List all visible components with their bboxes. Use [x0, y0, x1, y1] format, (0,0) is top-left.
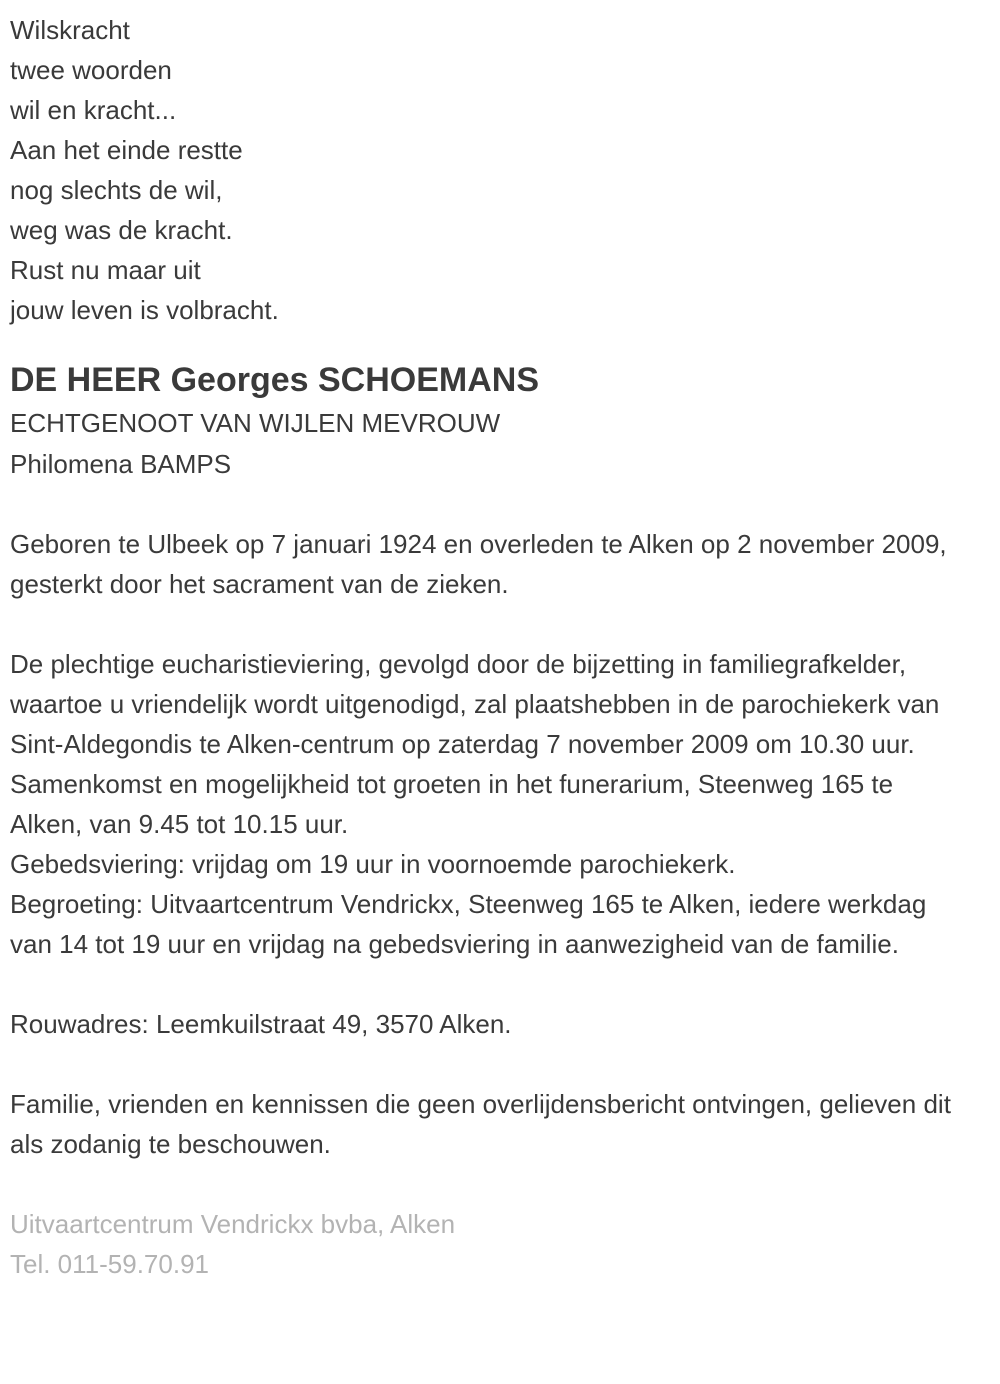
spacer	[10, 1044, 970, 1084]
funeral-home-name: Uitvaartcentrum Vendrickx bvba, Alken	[10, 1209, 456, 1239]
ceremony-details	[10, 644, 970, 964]
poem	[10, 10, 970, 330]
deceased-subtitle: ECHTGENOOT VAN WIJLEN MEVROUW	[10, 408, 501, 438]
poem-line: twee woorden	[10, 55, 172, 85]
prayer-service-paragraph: Gebedsviering: vrijdag om 19 uur in voornoemde parochiekerk.	[10, 849, 736, 879]
birth-death-paragraph: Geboren te Ulbeek op 7 januari 1924 en overleden te Alken op 2 november 2009, gesterkt door het sacrament van de zieken.	[10, 529, 947, 599]
poem-line: nog slechts de wil,	[10, 175, 223, 205]
deceased-name: DE HEER Georges SCHOEMANS	[10, 361, 539, 399]
mourning-address-paragraph: Rouwadres: Leemkuilstraat 49, 3570 Alken.	[10, 1009, 512, 1039]
poem-line: Aan het einde restte	[10, 135, 243, 165]
spacer	[10, 964, 970, 1004]
poem-line: Rust nu maar uit	[10, 255, 201, 285]
poem-line: weg was de kracht.	[10, 215, 233, 245]
spouse-name: Philomena BAMPS	[10, 449, 232, 479]
visitation-paragraph: Begroeting: Uitvaartcentrum Vendrickx, Steenweg 165 te Alken, iedere werkdag van 14 tot 19 uur en vrijdag na gebedsviering in aanwezigheid van de familie.	[10, 889, 927, 959]
gathering-paragraph: Samenkomst en mogelijkheid tot groeten in het funerarium, Steenweg 165 te Alken, van 9.45 tot 10.15 uur.	[10, 769, 894, 839]
service-paragraph: De plechtige eucharistieviering, gevolgd door de bijzetting in familiegrafkelder, waartoe u vriendelijk wordt uitgenodigd, zal plaatshebben in de parochiekerk van Sint-Aldegondis te Alken-centrum op zaterdag 7 november 2009 om 10.30 uur.	[10, 649, 940, 759]
poem-line: wil en kracht...	[10, 95, 177, 125]
funeral-home-footer	[10, 1204, 970, 1284]
poem-line: Wilskracht	[10, 15, 130, 45]
poem-line: jouw leven is volbracht.	[10, 295, 279, 325]
spacer	[10, 604, 970, 644]
funeral-home-phone: Tel. 011-59.70.91	[10, 1249, 209, 1279]
spacer	[10, 484, 970, 524]
notice-paragraph: Familie, vrienden en kennissen die geen overlijdensbericht ontvingen, gelieven dit als zodanig te beschouwen.	[10, 1089, 951, 1159]
